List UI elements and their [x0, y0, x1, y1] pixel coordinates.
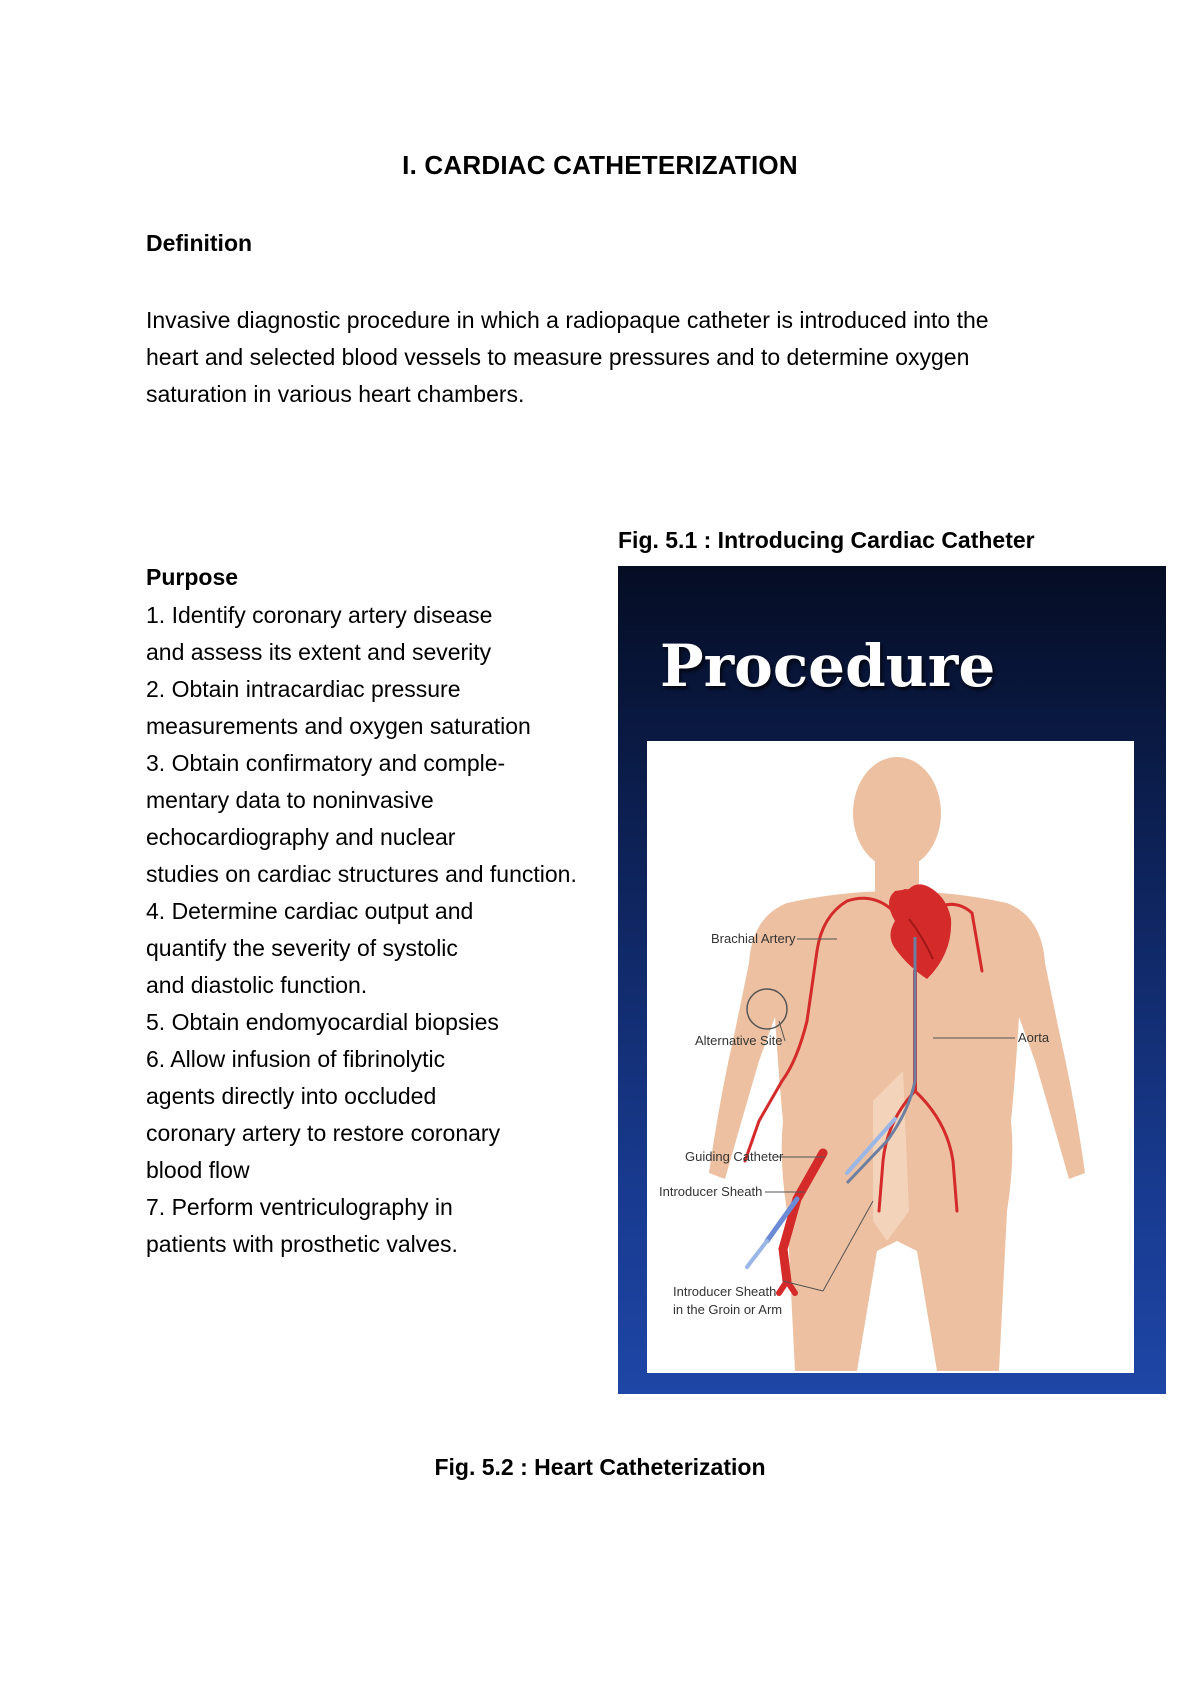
label-alternative-site: Alternative Site [695, 1033, 783, 1048]
procedure-heading: Procedure [660, 632, 996, 700]
purpose-line: measurements and oxygen saturation [146, 713, 531, 739]
purpose-line: agents directly into occluded [146, 1083, 437, 1109]
body-silhouette [709, 757, 1085, 1371]
purpose-line: 4. Determine cardiac output and [146, 898, 474, 924]
purpose-line: 7. Perform ventriculography in [146, 1194, 453, 1220]
figure-2-caption: Fig. 5.2 : Heart Catheterization [434, 1454, 766, 1480]
purpose-line: 1. Identify coronary artery disease [146, 602, 493, 628]
purpose-list [146, 597, 616, 1263]
label-groin-line-2: in the Groin or Arm [673, 1302, 783, 1317]
purpose-line: 2. Obtain intracardiac pressure [146, 676, 461, 702]
body-diagram [647, 741, 1134, 1373]
figure-1-caption: Fig. 5.1 : Introducing Cardiac Catheter [618, 527, 1035, 553]
purpose-line: patients with prosthetic valves. [146, 1231, 458, 1257]
purpose-heading: Purpose [146, 564, 239, 590]
purpose-line: coronary artery to restore coronary [146, 1120, 501, 1146]
purpose-line: quantify the severity of systolic [146, 935, 458, 961]
definition-line: heart and selected blood vessels to measure pressures and to determine oxygen [146, 344, 970, 370]
purpose-line: blood flow [146, 1157, 250, 1183]
label-guiding-catheter: Guiding Catheter [685, 1149, 784, 1164]
page-title: I. CARDIAC CATHETERIZATION [402, 150, 798, 180]
catheterization-illustration [647, 741, 1134, 1373]
purpose-line: 3. Obtain confirmatory and comple- [146, 750, 506, 776]
label-introducer-sheath: Introducer Sheath [659, 1184, 763, 1199]
leg-shading [873, 1071, 909, 1241]
definition-text [146, 302, 1066, 413]
purpose-line: 5. Obtain endomyocardial biopsies [146, 1009, 499, 1035]
purpose-line: and assess its extent and severity [146, 639, 492, 665]
label-aorta: Aorta [1018, 1030, 1050, 1045]
definition-line: saturation in various heart chambers. [146, 381, 525, 407]
purpose-line: 6. Allow infusion of fibrinolytic [146, 1046, 446, 1072]
label-groin-line-1: Introducer Sheath [673, 1284, 777, 1299]
purpose-line: and diastolic function. [146, 972, 368, 998]
purpose-line: echocardiography and nuclear [146, 824, 456, 850]
label-brachial-artery: Brachial Artery [711, 931, 796, 946]
purpose-line: mentary data to noninvasive [146, 787, 434, 813]
definition-line: Invasive diagnostic procedure in which a radiopaque catheter is introduced into the [146, 307, 989, 333]
purpose-line: studies on cardiac structures and function. [146, 861, 577, 887]
definition-heading: Definition [146, 230, 253, 256]
